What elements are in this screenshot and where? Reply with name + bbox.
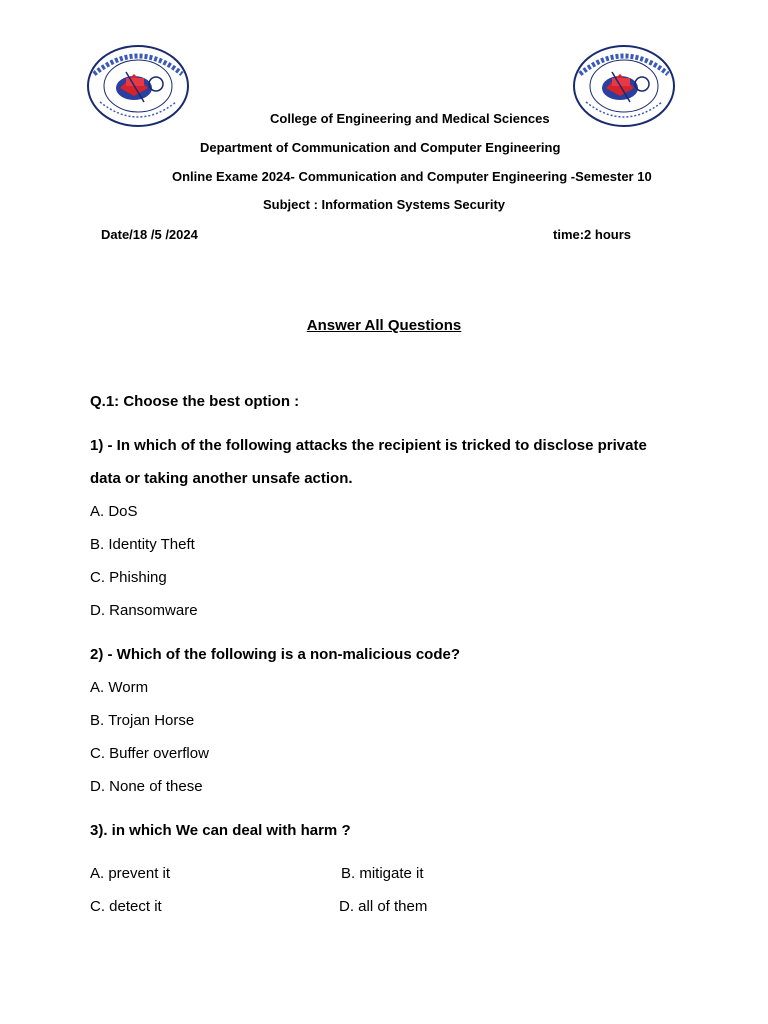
- q2-option-b: B. Trojan Horse: [90, 712, 195, 729]
- question-1-line-2: data or taking another unsafe action.: [90, 470, 353, 487]
- q3-option-b: B. mitigate it: [341, 865, 424, 882]
- college-logo-right: [572, 44, 676, 128]
- section-title: Q.1: Choose the best option :: [90, 393, 300, 410]
- exam-date: Date/18 /5 /2024: [101, 227, 198, 242]
- subject-line: Subject : Information Systems Security: [263, 197, 506, 212]
- q3-option-a: A. prevent it: [90, 865, 171, 882]
- question-1-line-1: 1) - In which of the following attacks the recipient is tricked to disclose private: [90, 437, 647, 454]
- exam-title: Online Exame 2024- Communication and Computer Engineering -Semester 10: [172, 169, 652, 184]
- q2-option-d: D. None of these: [90, 778, 203, 795]
- q3-option-d: D. all of them: [339, 898, 428, 915]
- instruction-heading: Answer All Questions: [306, 317, 462, 334]
- college-logo-left: [86, 44, 190, 128]
- college-name: College of Engineering and Medical Sciences: [270, 111, 550, 126]
- q1-option-b: B. Identity Theft: [90, 536, 195, 553]
- question-3: 3). in which We can deal with harm ?: [90, 822, 351, 839]
- q1-option-c: C. Phishing: [90, 569, 167, 586]
- q2-option-a: A. Worm: [90, 679, 149, 696]
- exam-time: time:2 hours: [553, 227, 632, 242]
- q1-option-d: D. Ransomware: [90, 602, 198, 619]
- q3-option-c: C. detect it: [90, 898, 162, 915]
- q1-option-a: A. DoS: [90, 503, 138, 520]
- question-2: 2) - Which of the following is a non-malicious code?: [90, 646, 461, 663]
- department-name: Department of Communication and Computer Engineering: [200, 140, 561, 155]
- q2-option-c: C. Buffer overflow: [90, 745, 209, 762]
